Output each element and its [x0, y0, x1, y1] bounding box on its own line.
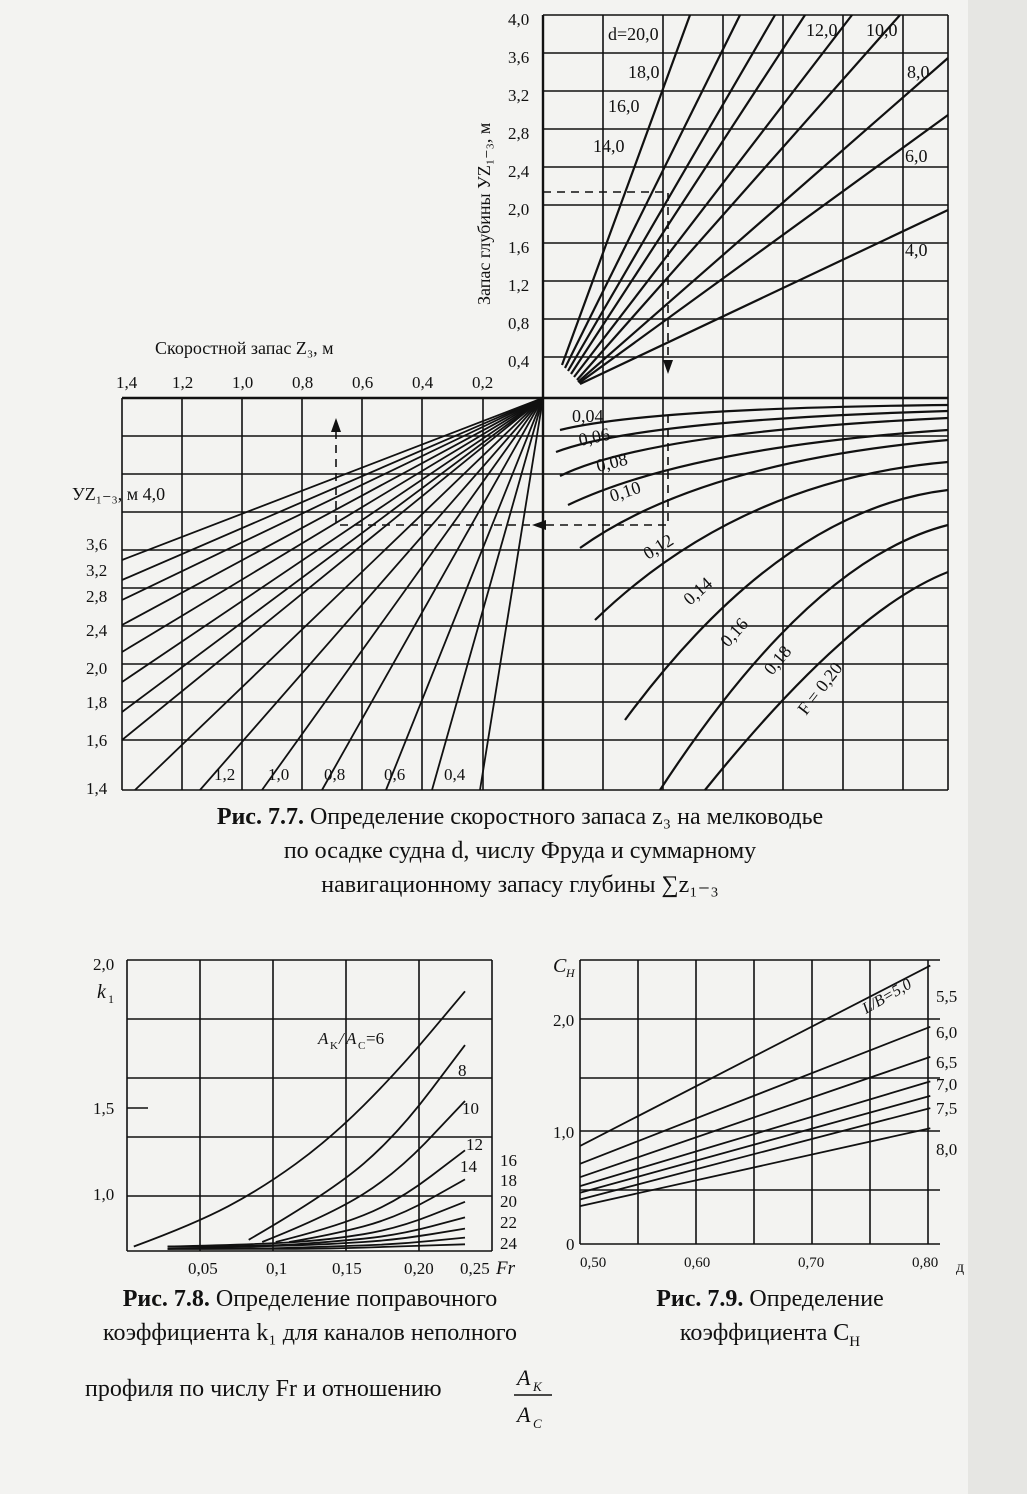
fig79-caption-line: коэффициента C: [679, 1320, 850, 1346]
svg-text:0,16: 0,16: [716, 613, 753, 651]
fig79-series-label: 5,5: [936, 987, 958, 1006]
fig77-right-y-ticks: [508, 10, 530, 371]
svg-text:3,2: 3,2: [508, 86, 530, 105]
fig78-series-label: 12: [466, 1135, 483, 1154]
fig79-caption-line: Определение: [749, 1286, 884, 1312]
svg-text:0,08: 0,08: [594, 448, 630, 476]
svg-text:C: C: [533, 1416, 542, 1431]
svg-text:K: K: [533, 1379, 542, 1394]
svg-text:2,4: 2,4: [86, 621, 108, 640]
fig78-x-tick: 0,25: [460, 1259, 490, 1278]
fig77-caption-line: по осадке судна d, числу Фруда и суммарному: [283, 838, 757, 864]
svg-text:0,8: 0,8: [508, 314, 530, 333]
svg-text:4,0: 4,0: [905, 240, 928, 260]
svg-text:1,0: 1,0: [268, 765, 290, 784]
svg-text:1,0: 1,0: [232, 373, 254, 392]
fig79-series-label: 6,5: [936, 1053, 958, 1072]
fig78-caption-line: профиля по числу Fr и отношению: [85, 1376, 442, 1402]
fig78-series-label: 18: [500, 1171, 517, 1190]
svg-text:18,0: 18,0: [628, 62, 660, 82]
fig79-series-2: [580, 1057, 930, 1177]
fig78-ratio-a: A: [318, 1029, 329, 1048]
fig77-caption-line: Определение скоростного запаса z₃ на мелководье: [309, 804, 824, 830]
fig79-y-tick: 1,0: [553, 1123, 575, 1142]
svg-text:0,10: 0,10: [607, 477, 644, 506]
fig78-ratio-a2: A: [346, 1029, 357, 1048]
svg-text:A: A: [517, 1365, 531, 1390]
fig78-series-1: [249, 1045, 465, 1240]
svg-text:2,8: 2,8: [508, 124, 530, 143]
svg-text:0,12: 0,12: [639, 529, 677, 564]
fig78-chart: [93, 955, 518, 1279]
svg-text:0,8: 0,8: [324, 765, 346, 784]
svg-text:0,6: 0,6: [384, 765, 406, 784]
svg-text:1,4: 1,4: [86, 779, 108, 798]
svg-text:0,4: 0,4: [444, 765, 466, 784]
fig78-caption-number: Рис. 7.8.: [122, 1286, 210, 1312]
svg-text:10,0: 10,0: [866, 20, 898, 40]
fig78-x-tick: 0,15: [332, 1259, 362, 1278]
svg-text:14,0: 14,0: [593, 136, 625, 156]
fig79-ylabel-sub: H: [566, 966, 575, 980]
fig79-series-label: 7,0: [936, 1075, 958, 1094]
fig78-series-5: [168, 1202, 465, 1247]
svg-text:0,4: 0,4: [412, 373, 434, 392]
svg-text:4,0: 4,0: [508, 10, 530, 29]
fig79-series-label: 6,0: [936, 1023, 958, 1042]
svg-text:0,2: 0,2: [472, 373, 494, 392]
fig79-caption: [600, 1282, 940, 1359]
fig78-ylabel: k: [97, 981, 106, 1003]
svg-text:0,4: 0,4: [508, 352, 530, 371]
fig78-ratio-k: K: [330, 1040, 338, 1052]
svg-text:1,6: 1,6: [508, 238, 530, 257]
fig79-ylabel: C: [553, 955, 567, 977]
fig79-x-tick: 0,80: [912, 1255, 939, 1271]
fig77-left-y-ticks: [86, 535, 108, 798]
fig79-chart: [553, 955, 964, 1276]
svg-text:2,4: 2,4: [508, 162, 530, 181]
fig78-caption: [30, 1282, 590, 1406]
svg-text:1,4: 1,4: [116, 373, 138, 392]
svg-text:0,6: 0,6: [352, 373, 374, 392]
fig79-x-tick: 0,70: [798, 1255, 825, 1271]
fig79-series-label: 7,5: [936, 1099, 958, 1118]
fig78-ratio-c: C: [358, 1040, 366, 1052]
fig79-series-label: L/B=5,0: [859, 975, 915, 1018]
fig78-y-tick: 2,0: [93, 955, 115, 974]
fig78-ylabel-sub: 1: [108, 992, 114, 1006]
fig78-y-tick: 1,5: [93, 1099, 115, 1118]
svg-text:0,06: 0,06: [576, 423, 612, 450]
fig78-series-2: [262, 1101, 465, 1242]
fig78-x-tick: 0,1: [266, 1259, 288, 1278]
svg-text:16,0: 16,0: [608, 96, 640, 116]
fig77-left-ylabel: УZ₁₋₃, м 4,0: [72, 484, 166, 504]
fig78-caption-line: коэффициента k₁ для каналов неполного: [103, 1320, 517, 1346]
fig79-y-tick: 0: [566, 1235, 575, 1254]
svg-text:/: /: [339, 1029, 344, 1048]
svg-text:0,04: 0,04: [572, 406, 604, 426]
fig79-series-6: [580, 1128, 930, 1206]
fig78-series-label: 16: [500, 1151, 517, 1170]
fig77-caption: [120, 800, 920, 902]
fig79-series-1: [580, 1027, 930, 1164]
fig79-series-4: [580, 1096, 930, 1193]
fig77-left-xlabel: Скоростной запас Z₃, м: [155, 338, 334, 358]
svg-text:0,14: 0,14: [679, 573, 717, 609]
svg-text:F = 0,20: F = 0,20: [793, 658, 847, 719]
fig78-series-label: 8: [458, 1061, 467, 1080]
fig79-caption-sub: H: [849, 1333, 861, 1350]
fig78-x-tick: 0,20: [404, 1259, 434, 1278]
svg-text:3,6: 3,6: [508, 48, 530, 67]
fig79-y-tick: 2,0: [553, 1011, 575, 1030]
svg-text:1,6: 1,6: [86, 731, 108, 750]
svg-text:1,8: 1,8: [86, 693, 108, 712]
svg-text:1,2: 1,2: [214, 765, 236, 784]
fig77-caption-number: Рис. 7.7.: [216, 804, 304, 830]
fig79-series-5: [580, 1108, 930, 1199]
fig79-x-tick: 0,50: [580, 1255, 607, 1271]
fig79-x-tick: 0,60: [684, 1255, 711, 1271]
fig78-series-label: 10: [462, 1099, 479, 1118]
fig77-left-bottom-labels: [214, 765, 466, 784]
fig78-series-label: 20: [500, 1192, 517, 1211]
svg-text:8,0: 8,0: [907, 62, 930, 82]
fig77-caption-line: навигационному запасу глубины ∑z₁₋₃: [321, 872, 719, 898]
fig78-series-label: 22: [500, 1213, 517, 1232]
fig77-left-fan: [122, 398, 543, 790]
fig78-series-label: 24: [500, 1234, 517, 1253]
fig77-d-curves: [562, 15, 948, 384]
fig79-series-3: [580, 1081, 930, 1186]
svg-text:3,6: 3,6: [86, 535, 108, 554]
svg-text:6,0: 6,0: [905, 146, 928, 166]
svg-text:2,0: 2,0: [86, 659, 108, 678]
svg-text:12,0: 12,0: [806, 20, 838, 40]
svg-text:0,8: 0,8: [292, 373, 314, 392]
fig79-series-label: 8,0: [936, 1140, 958, 1159]
svg-text:d=20,0: d=20,0: [608, 24, 659, 44]
fig78-x-tick: 0,05: [188, 1259, 218, 1278]
svg-text:0,18: 0,18: [759, 641, 796, 679]
svg-text:2,0: 2,0: [508, 200, 530, 219]
svg-text:2,8: 2,8: [86, 587, 108, 606]
fig79-xlabel: д: [956, 1259, 965, 1276]
svg-text:1,2: 1,2: [508, 276, 530, 295]
fig78-xlabel: Fr: [496, 1258, 515, 1279]
fig77-froude-labels: [572, 406, 847, 718]
fig77-left-x-ticks: [116, 373, 493, 392]
svg-text:1,2: 1,2: [172, 373, 194, 392]
fig79-caption-number: Рис. 7.9.: [656, 1286, 744, 1312]
svg-text:3,2: 3,2: [86, 561, 108, 580]
fig78-caption-line: Определение поправочного: [215, 1286, 498, 1312]
fig78-series-label: 14: [460, 1157, 477, 1176]
svg-text:A: A: [517, 1402, 531, 1427]
fig78-y-tick: 1,0: [93, 1185, 115, 1204]
fig78-ratio-eq: =6: [366, 1029, 385, 1048]
fig77-right-ylabel: Запас глубины УZ₁₋₃, м: [474, 122, 494, 305]
